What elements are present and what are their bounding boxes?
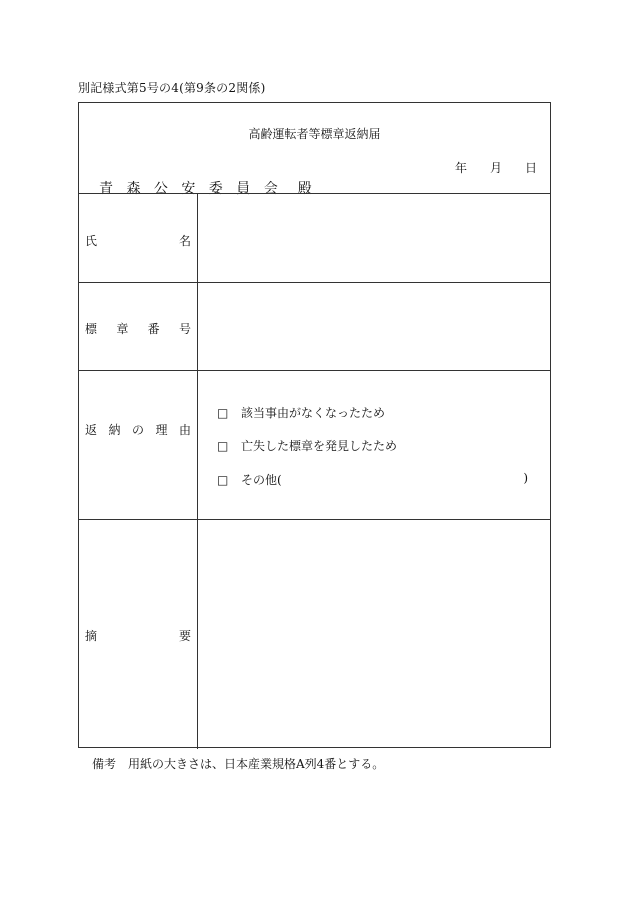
label-char: 返: [85, 423, 98, 437]
checkbox-icon[interactable]: □: [217, 472, 229, 487]
reason-option-other[interactable]: [217, 471, 282, 488]
reason-option-no-longer-applicable[interactable]: [217, 404, 385, 421]
option-label: 亡失した標章を発見したため: [241, 439, 398, 453]
label-char: 章: [116, 322, 129, 336]
label-char: の: [131, 423, 144, 437]
row-divider: [79, 370, 550, 371]
date-year-label: 年: [455, 161, 468, 175]
reason-option-lost-badge-found[interactable]: [217, 437, 397, 454]
addressee: 青 森 公 安 委 員 会 殿: [99, 181, 315, 197]
label-char: 納: [108, 423, 121, 437]
option-label: 該当事由がなくなったため: [241, 406, 386, 420]
form-number-caption: 別記様式第5号の4(第9条の2関係): [78, 81, 266, 95]
date-day-label: 日: [525, 161, 538, 175]
reason-label: [85, 421, 191, 438]
badge-number-label: [85, 320, 191, 337]
date-month-label: 月: [490, 161, 503, 175]
label-char: 摘: [85, 629, 98, 643]
remarks-label: [85, 627, 191, 644]
other-close-paren: ): [523, 471, 528, 485]
label-char: 要: [178, 629, 191, 643]
option-label: その他(: [241, 473, 282, 487]
return-form: [78, 102, 551, 748]
label-char: 名: [178, 234, 191, 248]
label-char: 番: [147, 322, 160, 336]
label-char: 号: [178, 322, 191, 336]
form-title: 高齢運転者等標章返納届: [248, 127, 381, 141]
name-label: [85, 232, 191, 249]
remarks-field[interactable]: [198, 520, 550, 747]
remarks-note: 備考 用紙の大きさは、日本産業規格A列4番とする。: [92, 757, 385, 771]
label-char: 氏: [85, 234, 98, 248]
checkbox-icon[interactable]: □: [217, 438, 229, 453]
label-char: 標: [85, 322, 98, 336]
badge-number-field[interactable]: [198, 283, 550, 370]
checkbox-icon[interactable]: □: [217, 405, 229, 420]
label-char: 由: [178, 423, 191, 437]
label-char: 理: [155, 423, 168, 437]
name-field[interactable]: [198, 194, 550, 282]
